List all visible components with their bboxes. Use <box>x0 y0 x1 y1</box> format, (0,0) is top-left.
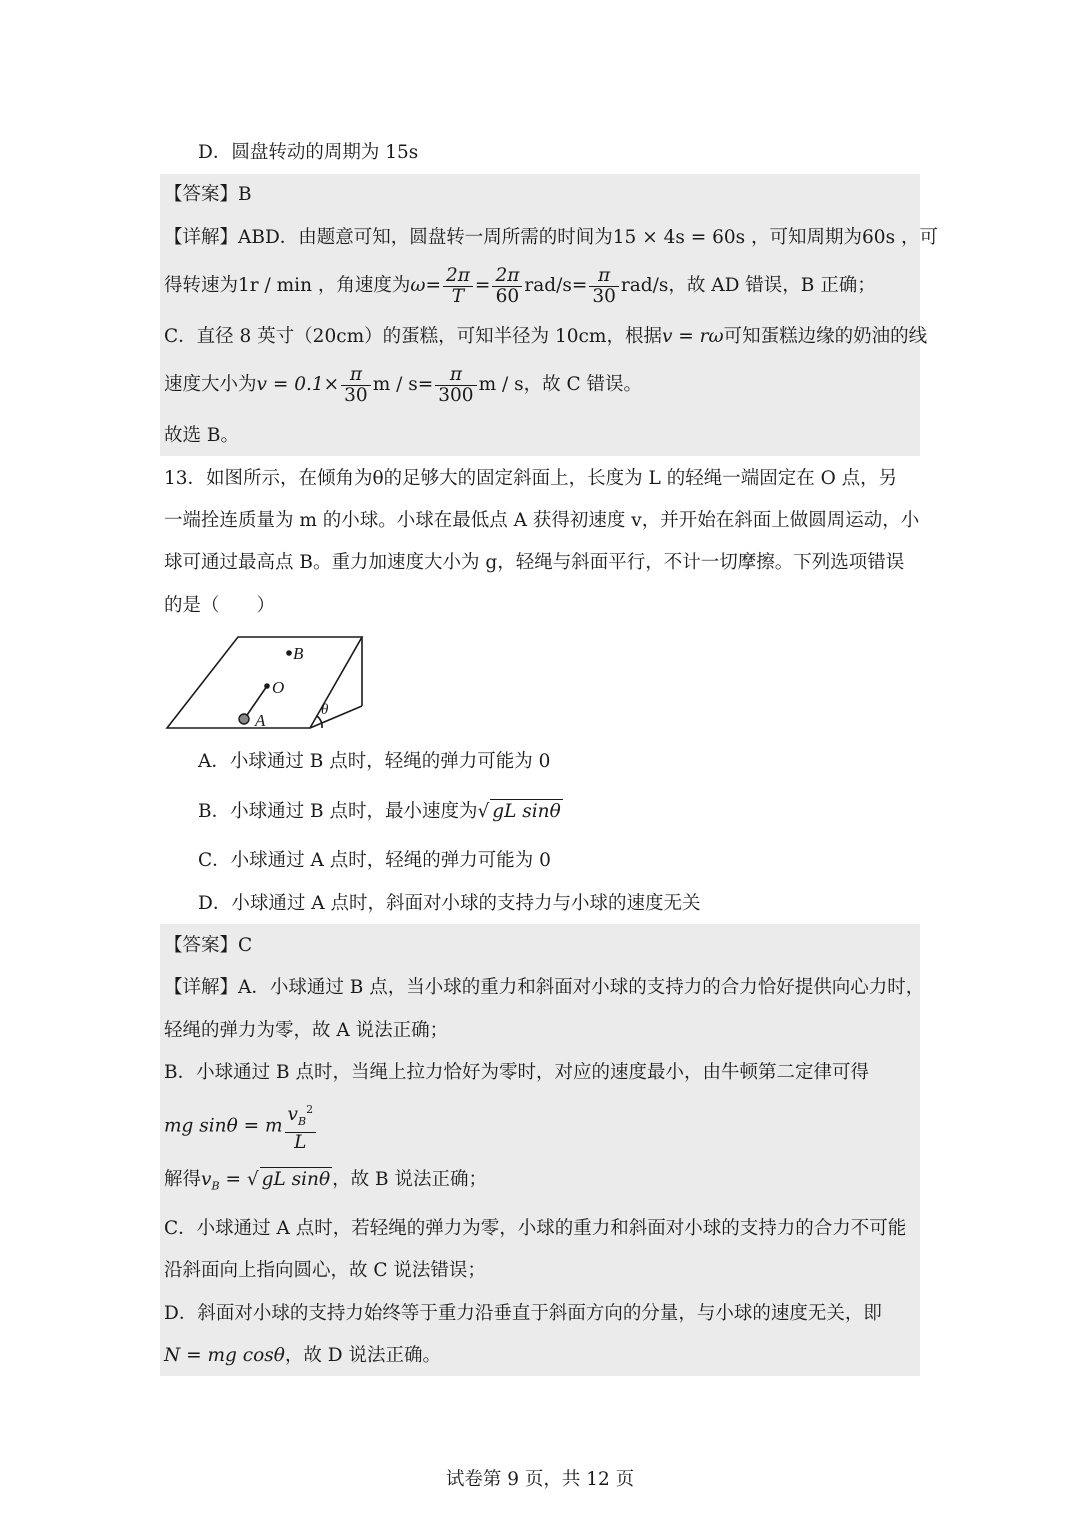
incline-diagram <box>160 630 375 735</box>
fraction-pi-30 <box>341 365 371 406</box>
sqrt-body: gL sinθ <box>492 801 561 822</box>
q12-text: 可知蛋糕边缘的奶油的线 <box>723 326 928 347</box>
unit: m / s <box>478 374 524 395</box>
numerator: 2π <box>492 266 522 287</box>
v-symbol: v <box>287 1104 298 1126</box>
equals: = <box>219 1169 247 1190</box>
denominator: T <box>451 285 465 307</box>
superscript: 2 <box>306 1103 314 1116</box>
q13-explain-b1: B．小球通过 B 点时，当绳上拉力恰好为零时，对应的速度最小，由牛顿第二定律可得 <box>164 1062 869 1083</box>
point-o <box>264 683 270 689</box>
formula: v = 0.1× <box>256 374 340 395</box>
fraction-pi-300 <box>435 365 476 406</box>
fraction-pi-30 <box>589 266 619 307</box>
q12-text: 得转速为1r / min ，角速度为 <box>164 275 411 296</box>
point-b <box>286 650 292 656</box>
q13-stem-line2: 一端拴连质量为 m 的小球。小球在最低点 A 获得初速度 v，并开始在斜面上做圆周运动，小 <box>164 510 920 531</box>
ball-a <box>239 714 249 724</box>
omega-symbol: ω <box>410 275 426 296</box>
equals: = <box>417 374 434 395</box>
numerator <box>285 1100 317 1133</box>
q13-explain-c1: C．小球通过 A 点时，若轻绳的弹力为零，小球的重力和斜面对小球的支持力的合力不可能 <box>164 1218 907 1239</box>
denominator: L <box>294 1131 307 1153</box>
answer-block-12 <box>160 174 920 456</box>
text: ，故 B 说法正确； <box>332 1169 487 1190</box>
q12-text: ，故 C 错误。 <box>523 374 643 395</box>
denominator: 60 <box>495 285 520 307</box>
q13-option-d: D．小球通过 A 点时，斜面对小球的支持力与小球的速度无关 <box>198 893 701 914</box>
q13-explain-a2: 轻绳的弹力为零，故 A 说法正确； <box>164 1020 449 1041</box>
q12-option-d: D．圆盘转动的周期为 15s <box>198 142 419 163</box>
numerator: π <box>589 266 619 287</box>
numerator: 2π <box>443 266 473 287</box>
fraction-2pi-T <box>443 266 473 307</box>
q13-stem-line1: 13．如图所示，在倾角为θ的足够大的固定斜面上，长度为 L 的轻绳一端固定在 O 点，另 <box>164 468 898 489</box>
equals: = <box>571 275 588 296</box>
label-theta: θ <box>321 702 329 718</box>
q12-explain-line2 <box>164 262 876 310</box>
fraction-2pi-60 <box>492 266 522 307</box>
q13-option-b <box>198 799 563 824</box>
formula: v = rω <box>661 326 724 347</box>
equals: = <box>425 275 441 296</box>
q12-explain-line1: 【详解】ABD．由题意可知，圆盘转一周所需的时间为15 × 4s = 60s ，可知周期为60s ，可 <box>164 227 938 248</box>
equals: = <box>474 275 491 296</box>
q12-text: ，故 AD 错误，B 正确； <box>668 275 876 296</box>
unit: rad/s <box>524 275 572 296</box>
q13-option-a: A．小球通过 B 点时，轻绳的弹力可能为 0 <box>198 751 551 772</box>
denominator: 300 <box>438 384 474 406</box>
q13-explain-c2: 沿斜面向上指向圆心，故 C 说法错误； <box>164 1260 486 1281</box>
text: 解得 <box>164 1169 202 1190</box>
option-text: B．小球通过 B 点时，最小速度为 <box>198 801 478 822</box>
q13-explain-d1: D．斜面对小球的支持力始终等于重力沿垂直于斜面方向的分量，与小球的速度无关，即 <box>164 1303 882 1324</box>
fraction-vb2-L <box>285 1100 317 1153</box>
q13-answer: 【答案】C <box>164 935 253 956</box>
q12-text: C．直径 8 英寸（20cm）的蛋糕，可知半径为 10cm，根据 <box>164 326 662 347</box>
q13-explain-b-equation <box>164 1100 318 1153</box>
q13-option-c: C．小球通过 A 点时，轻绳的弹力可能为 0 <box>198 850 551 871</box>
q13-explain-a1: 【详解】A．小球通过 B 点，当小球的重力和斜面对小球的支持力的合力恰好提供向心力时， <box>164 977 925 998</box>
label-o: O <box>272 678 285 697</box>
page-footer: 试卷第 9 页，共 12 页 <box>445 1469 635 1490</box>
unit: rad/s <box>620 275 669 296</box>
subscript: B <box>298 1114 307 1128</box>
formula: mg sinθ = m <box>164 1115 283 1137</box>
subscript: B <box>211 1179 220 1193</box>
unit: m / s <box>372 374 418 395</box>
sqrt-sign: √ <box>246 1169 259 1190</box>
label-b: B <box>293 644 304 663</box>
q13-stem-line3: 球可通过最高点 B。重力加速度大小为 g，轻绳与斜面平行，不计一切摩擦。下列选项错误 <box>164 552 905 573</box>
sqrt-body: gL sinθ <box>261 1169 331 1190</box>
q12-c-line2 <box>164 361 642 409</box>
formula: N = mg cosθ <box>164 1345 285 1366</box>
q12-c-line1 <box>164 325 927 349</box>
numerator: π <box>435 365 476 386</box>
sqrt-sign: √ <box>477 801 490 822</box>
q13-explain-d2 <box>164 1344 441 1368</box>
text: ，故 D 说法正确。 <box>284 1345 441 1366</box>
q13-stem-line4: 的是（ ） <box>164 595 276 616</box>
denominator: 30 <box>592 285 616 307</box>
q12-answer: 【答案】B <box>164 184 252 205</box>
q12-text: 速度大小为 <box>164 374 257 395</box>
q12-conclusion: 故选 B。 <box>164 425 239 446</box>
q13-explain-b3 <box>164 1167 487 1199</box>
denominator: 30 <box>344 384 368 406</box>
label-a: A <box>255 711 266 730</box>
v-symbol: v <box>201 1169 212 1190</box>
numerator: π <box>341 365 371 386</box>
